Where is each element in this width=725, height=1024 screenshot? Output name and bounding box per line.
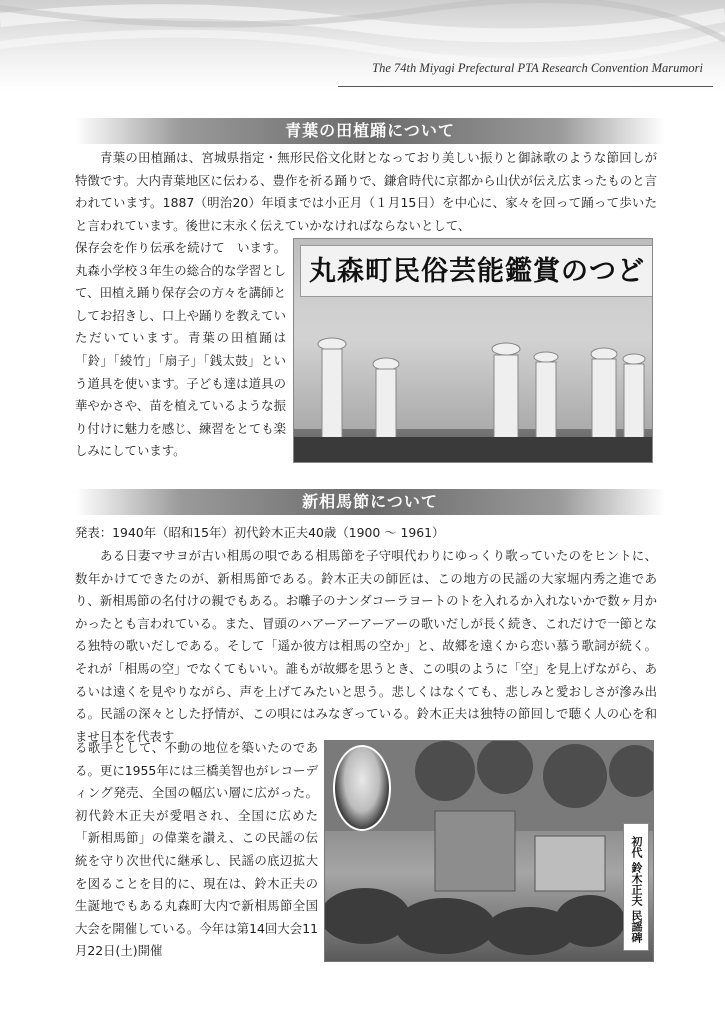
monument-photo [324,740,654,962]
suzuki-portrait [333,745,391,831]
announcement-line: 発表：1940年（昭和15年）初代鈴木正夫40歳（1900 ～ 1961） [75,525,445,540]
conference-title: The 74th Miyagi Prefectural PTA Research Convention Marumori [372,61,703,75]
header-band [0,0,725,92]
shinsoma-paragraph-wrap: る歌手として、不動の地位を築いたのである。更に1955年には三橋美智也がレコーディング発売、全国の幅広い層に広がった。初代鈴木正夫が愛唱され、全国に広めた「新相馬節」の偉業を讃え、この民謡の伝統を守り次世代に継承し、民謡の底辺拡大を図ることを目的に、現在は、鈴木正夫の生誕地でもある丸森町大内で新相馬節全国大会を開催している。今年は第14回大会11月22日(土)開催 [75,740,318,959]
aoba-paragraph-full: 青葉の田植踊は、宮城県指定・無形民俗文化財となっており美しい振りと御詠歌のような節回しが特徴です。大内青葉地区に伝わる、豊作を祈る踊りで、鎌倉時代に京都から山伏が伝え広まったものと言われています。1887（明治20）年頃までは小正月（１月15日）を中心に、家々を回って踊って歩いたと言われています。後世に末永く伝えていかなければならないとして、 [75,150,657,233]
header-divider [338,86,713,87]
aoba-paragraph-wrap: 保存会を作り伝承を続けて います。丸森小学校３年生の総合的な学習として、田植え踊り保存会の方々を講師としてお招きし、口上や踊りを教えていただいています。青葉の田植踊は「鈴」「綾竹」「扇子」「銭太鼓」という道具を使います。子ども達は道具の華やかさや、苗を植えているような振り付けに魅力を感じ、練習をとても楽しみにしています。 [75,240,286,459]
section-title-shinsoma: 新相馬節について [75,489,665,515]
shinsoma-paragraph-full: ある日妻マサヨが古い相馬の唄である相馬節を子守唄代わりにゆっくり歌っていたのをヒントに、数年かけてできたのが、新相馬節である。鈴木正夫の師匠は、この地方の民謡の大家堀内秀之進であり、新相馬節の名付けの親でもある。お囃子のナンダコーラヨートのトを入れるか入れないかで数ヶ月かかったとも言われている。また、冒頭のハアーアーアーアーの歌いだしが長く続き、これだけで一節となる独特の歌いだしである。そして「遥か彼方は相馬の空か」と、故郷を遠くから恋い慕う歌詞が続く。それが「相馬の空」でなくてもいい。誰もが故郷を思うとき、この唄のように「空」を見上げながら、あるいは遠くを見やりながら、声を上げてみたいと思う。悲しくはなくても、悲しみと愛おしさが滲み出る。民謡の深々とした抒情が、この唄にはみなぎっている。鈴木正夫は独特の節回しで聴く人の心を和ませ日本を代表す [75,548,657,744]
taue-odori-photo [293,238,653,463]
section-title-aoba: 青葉の田植踊について [75,118,665,144]
dancers-silhouette [294,239,653,463]
photo-banner: 丸森町民俗芸能鑑賞のつど [300,245,653,297]
monument-label: 初代 鈴木正夫 民謡碑 [623,823,649,951]
header-wave-decoration [0,0,725,92]
